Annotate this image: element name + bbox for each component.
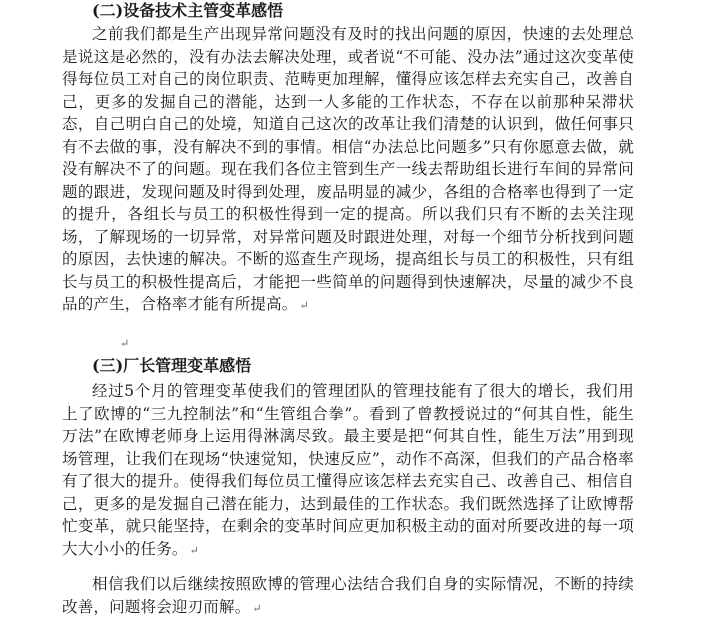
paragraph-text: 相信我们以后继续按照欧博的管理心法结合我们自身的实际情况，不断的持续改善，问题将会迎刃而解。	[62, 575, 634, 616]
paragraph-text: 之前我们都是生产出现异常问题没有及时的找出问题的原因，快速的去处理总是说这是必然的，没有办法去解决处理，或者说“不可能、没办法”通过这次变革使得每位员工对自己的岗位职责、范畴更加理解，懂得应该怎样去充实自己，改善自己，更多的发掘自己的潜能，达到一人多能的工作状态，不存在以前那种呆滞状态，自己明白自己的处境，知道自己这次的改革让我们清楚的认识到，做任何事只有不去做的事，没有解决不到的事情。相信“办法总比问题多”只有你愿意去做，就没有解决不了的问题。现在我们各位主管到生产一线去帮助组长进行车间的异常问题的跟进，发现问题及时得到处理，废品明显的减少，各组的合格率也得到了一定的提升，各组长与员工的积极性得到一定的提高。所以我们只有不断的去关注现场，了解现场的一切异常，对异常问题及时跟进处理，对每一个细节分析找到问题的原因，去快速的解决。不断的巡查生产现场，提高组长与员工的积极性，只有组长与员工的积极性提高后，才能把一些简单的问题得到快速解决，尽量的减少不良品的产生，合格率才能有所提高。	[62, 25, 634, 313]
paragraph-closing	[62, 573, 634, 620]
heading-text: (三)厂长管理变革感悟	[92, 356, 252, 375]
paragraph-mark-icon: ↵	[189, 543, 200, 557]
paragraph-factory-manager	[62, 380, 634, 562]
paragraph-mark-icon: ↵	[299, 299, 309, 312]
paragraph-equipment-tech	[62, 23, 634, 318]
paragraph-mark-icon: ↵	[252, 601, 262, 615]
heading-text: (二)设备技术主管变革感悟	[92, 1, 284, 20]
section-heading-equipment-tech	[92, 0, 283, 22]
empty-paragraph-mark-icon: ↵	[120, 337, 130, 350]
section-heading-factory-manager	[92, 355, 251, 377]
paragraph-text: 经过5个月的管理变革使我们的管理团队的管理技能有了很大的增长，我们用上了欧博的“三九控制法”和“生管组合拳”。看到了曾教授说过的“何其自性，能生万法”在欧博老师身上运用得淋漓尽致。最主要是把“何其自性，能生万法”用到现场管理，让我们在现场“快速觉知，快速反应”，动作不高深，但我们的产品合格率有了很大的提升。使得我们每位员工懂得应该怎样去充实自己、改善自己、相信自己，更多的是发掘自己潜在能力，达到最佳的工作状态。我们既然选择了让欧博帮忙变革，就只能坚持，在剩余的变革时间应更加积极主动的面对所要改进的每一项大大小小的任务。	[62, 382, 634, 558]
